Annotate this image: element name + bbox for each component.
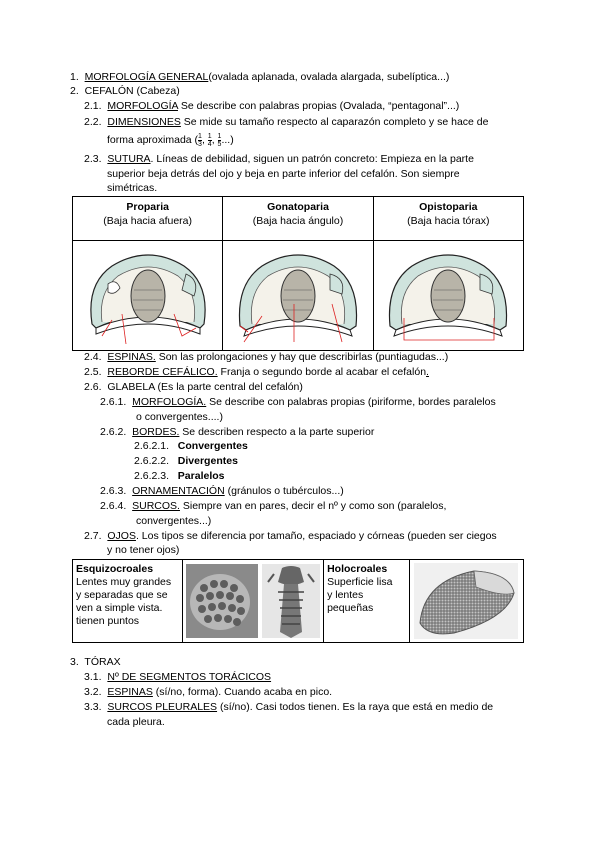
heading: Nº DE SEGMENTOS TORÁCICOS [107, 671, 272, 683]
heading: Convergentes [177, 440, 248, 452]
heading: TÓRAX [84, 656, 121, 668]
item-2-3-line2: superior beja detrás del ojo y beja en parte inferior del cefalón. Son siempre [107, 168, 460, 180]
item-2-2 [84, 116, 488, 129]
item-2-6-2 [100, 426, 374, 439]
item-2-6-2-2 [134, 455, 238, 468]
text: Se describe con palabras propias (Ovalada, “pentagonal”...) [177, 100, 460, 112]
gonatoparia-cephalon-diagram [232, 244, 364, 344]
heading: ESPINAS [107, 686, 153, 698]
ojos-table [72, 559, 524, 643]
number: 2.6.2.1. [134, 440, 170, 452]
sutura-table [72, 196, 524, 351]
heading: Paralelos [177, 470, 225, 482]
text: Son las prolongaciones y hay que describirlas (puntiagudas...) [155, 351, 449, 363]
number: 3.2. [84, 686, 102, 698]
item-2-6-2-1 [134, 440, 248, 453]
eye-type-desc: y separadas que se [76, 589, 168, 601]
item-2-4 [84, 351, 448, 364]
opistoparia-diagram-cell [373, 241, 523, 351]
eye-type-desc: Superficie lisa [327, 576, 393, 588]
item-2-3 [84, 153, 474, 166]
eye-type-desc: y lentes [327, 589, 364, 601]
heading: BORDES. [132, 426, 180, 438]
sutura-desc: (Baja hacia tórax) [407, 215, 490, 227]
number: 2.4. [84, 351, 102, 363]
heading: CEFALÓN (Cabeza) [84, 85, 180, 97]
esquizocroales-image-cell [183, 560, 324, 643]
sutura-name: Proparia [126, 201, 169, 213]
fraction: $\frac{1}{5}$ [217, 132, 222, 148]
number: 3. [70, 656, 79, 668]
text: (sí/no, forma). Cuando acaba en pico. [152, 686, 333, 698]
sutura-header-opistoparia [373, 197, 523, 241]
heading: ESPINAS. [107, 351, 156, 363]
item-2-7-line2: y no tener ojos) [107, 544, 180, 556]
item-2-6-3 [100, 485, 344, 498]
item-3-3-line2: cada pleura. [107, 716, 165, 728]
heading: MORFOLOGÍA GENERAL [84, 71, 209, 83]
text: ...) [221, 134, 234, 146]
number: 2.3. [84, 153, 102, 165]
number: 2.6.1. [100, 396, 127, 408]
heading: OJOS [107, 530, 136, 542]
text: . Los tipos se diferencia por tamaño, espaciado y córneas (pueden ser ciegos [135, 530, 497, 542]
item-2-7 [84, 530, 497, 543]
item-2-6-2-3 [134, 470, 225, 483]
esquizocroales-text-cell [73, 560, 183, 643]
text: Franja o segundo borde al acabar el cefalón [217, 366, 427, 378]
heading: Divergentes [177, 455, 238, 467]
number: 3.1. [84, 671, 102, 683]
sutura-header-gonatoparia [223, 197, 373, 241]
text: Se describe con palabras propias (piriforme, bordes paralelos [206, 396, 496, 408]
heading: GLABELA (Es la parte central del cefalón) [107, 381, 303, 393]
number: 2.6.2.3. [134, 470, 170, 482]
number: 2.5. [84, 366, 102, 378]
eye-type-desc: Lentes muy grandes [76, 576, 172, 588]
number: 2.1. [84, 100, 102, 112]
eye-type-title: Holocroales [327, 563, 388, 575]
schizochroal-eye-photo [184, 562, 322, 640]
number: 1. [70, 71, 79, 83]
opistoparia-cephalon-diagram [382, 244, 514, 344]
text: Siempre van en pares, decir el nº y como son (paralelos, [179, 500, 447, 512]
number: 2.7. [84, 530, 102, 542]
heading: SURCOS PLEURALES [107, 701, 218, 713]
number: 2.6.2. [100, 426, 127, 438]
item-3 [70, 656, 121, 669]
item-3-2 [84, 686, 332, 699]
gonatoparia-diagram-cell [223, 241, 373, 351]
number: 3.3. [84, 701, 102, 713]
item-3-3 [84, 701, 493, 714]
sutura-name: Opistoparia [419, 201, 478, 213]
heading: SUTURA [107, 153, 151, 165]
number: 2.6.3. [100, 485, 127, 497]
eye-type-title: Esquizocroales [76, 563, 154, 575]
item-2-1 [84, 100, 459, 113]
sutura-header-proparia [73, 197, 223, 241]
fraction: $\frac{1}{3}$ [198, 132, 202, 148]
holocroales-image-cell [409, 560, 523, 643]
holochroal-eye-photo [414, 563, 518, 639]
item-2-6-4-line2: convergentes...) [136, 515, 212, 527]
heading: REBORDE CEFÁLICO. [107, 366, 218, 378]
number: 2.6. [84, 381, 102, 393]
text: (sí/no). Casi todos tienen. Es la raya que está en medio de [217, 701, 494, 713]
heading: SURCOS. [132, 500, 180, 512]
number: 2.2. [84, 116, 102, 128]
text: Se describen respecto a la parte superior [179, 426, 375, 438]
item-2-2-line2: forma aproximada ( $\frac{1}{3}$ , $\frac{1}{4}$ , $\frac{1}{5}$ ...) [107, 132, 234, 148]
eye-type-desc: pequeñas [327, 602, 374, 614]
sutura-desc: (Baja hacia ángulo) [252, 215, 344, 227]
item-3-1 [84, 671, 271, 684]
heading: DIMENSIONES [107, 116, 181, 128]
text: Se mide su tamaño respecto al caparazón completo y se hace de [180, 116, 489, 128]
item-2-6-4 [100, 500, 446, 513]
sutura-desc: (Baja hacia afuera) [103, 215, 193, 227]
proparia-diagram-cell [73, 241, 223, 351]
holocroales-text-cell [324, 560, 410, 643]
text: (ovalada aplanada, ovalada alargada, subelíptica...) [208, 71, 450, 83]
text: forma aproximada ( [107, 134, 199, 146]
proparia-cephalon-diagram [82, 244, 214, 344]
eye-type-desc: ven a simple vista. [76, 602, 163, 614]
item-2-6-1 [100, 396, 496, 409]
heading: ORNAMENTACIÓN [132, 485, 225, 497]
fraction: $\frac{1}{4}$ [207, 132, 212, 148]
item-2-6 [84, 381, 303, 394]
text: . [426, 366, 429, 378]
number: 2. [70, 85, 79, 97]
number: 2.6.4. [100, 500, 127, 512]
heading: MORFOLOGÍA [107, 100, 178, 112]
text: (gránulos o tubérculos...) [224, 485, 344, 497]
item-2-5 [84, 366, 429, 379]
text: . Líneas de debilidad, siguen un patrón concreto: Empieza en la parte [150, 153, 474, 165]
eye-type-desc: tienen puntos [76, 615, 140, 627]
item-2 [70, 85, 180, 98]
item-1 [70, 71, 449, 84]
sutura-name: Gonatoparia [267, 201, 329, 213]
number: 2.6.2.2. [134, 455, 170, 467]
item-2-3-line3: simétricas. [107, 182, 158, 194]
item-2-6-1-line2: o convergentes....) [136, 411, 223, 423]
heading: MORFOLOGÍA. [132, 396, 207, 408]
